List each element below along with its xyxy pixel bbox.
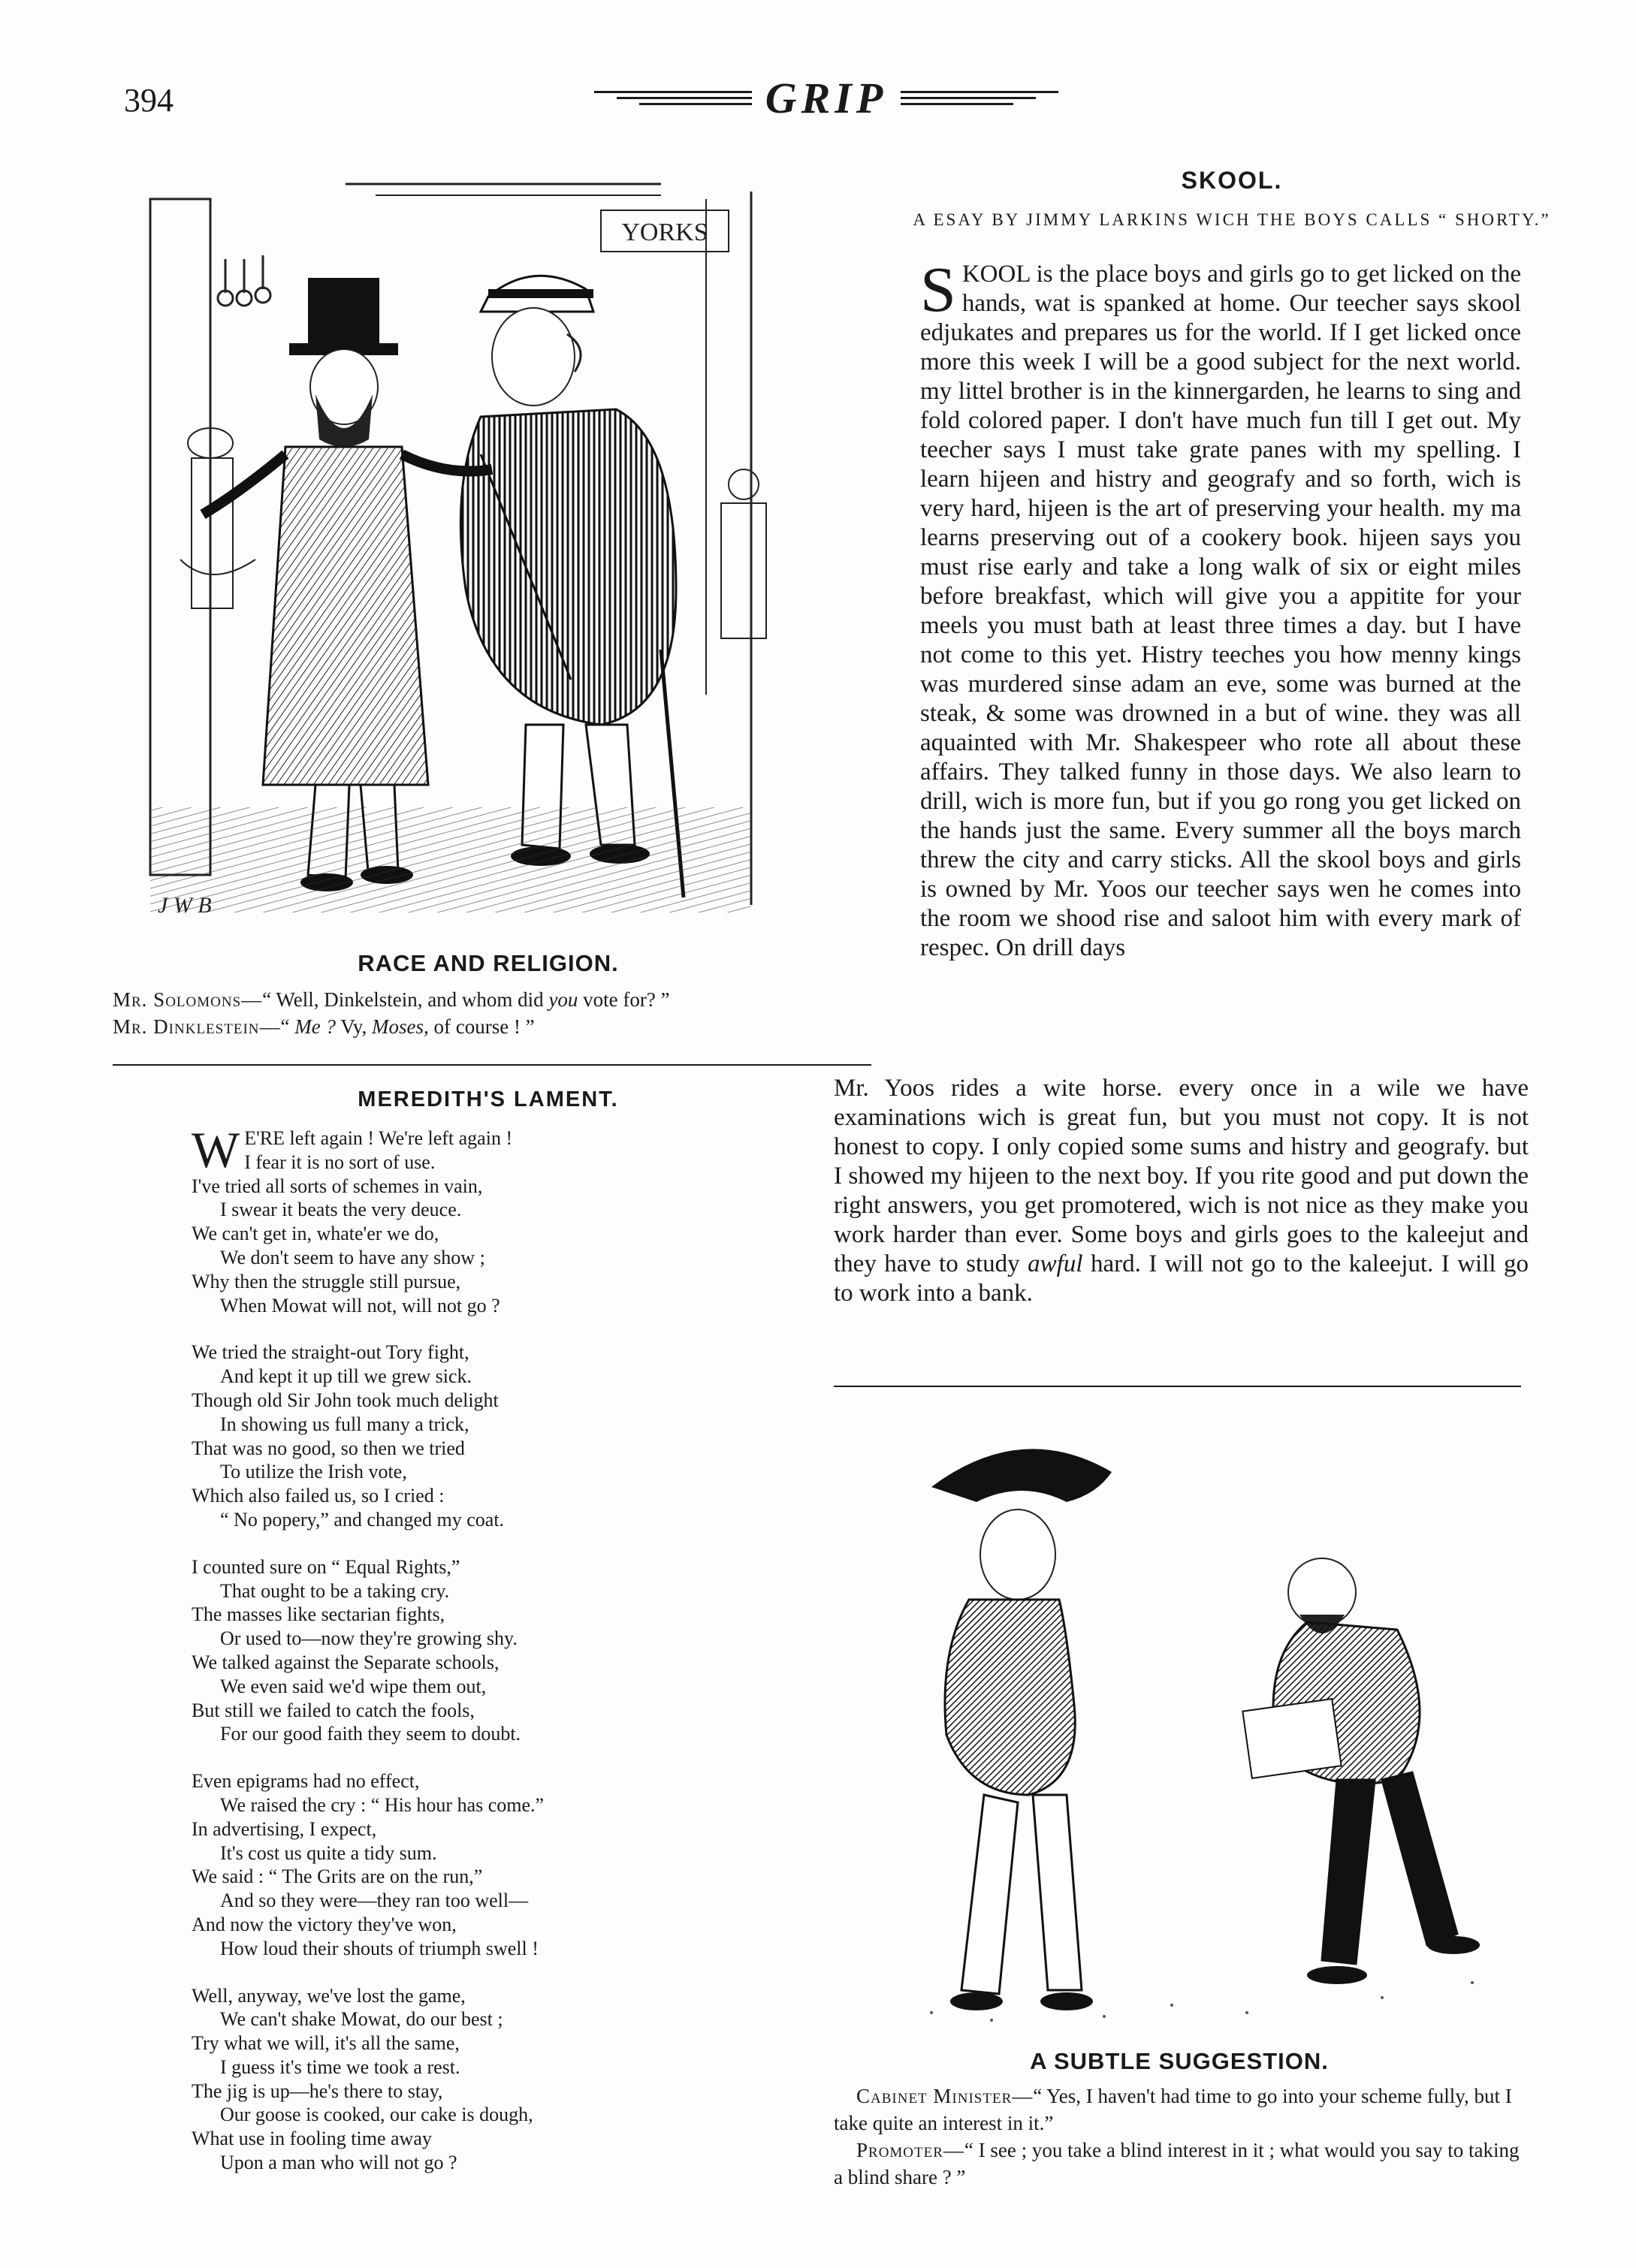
essay-paragraph: KOOL is the place boys and girls go to get licked on the hands, wat is spanked at home. Our teecher says skool edjukates and prepares us for the world. If I get licked once more this week I will be a good subject for the next world. my littel brother is in the kinnergarden, he learns to sing and fold colored paper. I don't have much fun till I get out. My teecher says I must take grate panes with my spelling. I learn hijeen and histry and geografy and so forth, wich is very hard, hijeen is the art of preserving your health. my ma learns preserving out of a cookery book. hijeen says you must rise early and take a long walk of six or eight miles before breakfast, which will give you a appitite for your meels you must bath at least three times a day. but I have not come to this yet. Histry teeches you how menny kings was murdered sinse adam an eve, some was burned at the steak, & some was drowned in a but of wine. they was all aquainted with Mr. Shakespeer who rote all about these affairs. They talked funny in those days. We also learn to drill, wich is more fun, but if you go rong you get licked on the hands just the same. Every summer all the boys march threw the city and carry sticks. All the skool boys and girls is owned by Mr. Yoos our teecher says wen he comes into the room we shood rise and saloot him with every mark of respec. On drill days	[920, 261, 1521, 961]
masthead-rule-right	[901, 91, 1058, 105]
poem-line	[192, 1294, 868, 1318]
dialogue-line	[113, 1013, 871, 1040]
poem-title: MEREDITH'S LAMENT.	[358, 1087, 619, 1111]
poem-line	[192, 1222, 868, 1246]
poem-line	[192, 2127, 868, 2151]
dialogue-text: “	[280, 1015, 295, 1038]
race-and-religion-dialogue	[113, 986, 871, 1040]
poem-line-text: Or used to—now they're growing shy.	[220, 1627, 518, 1650]
poem-line-text: We can't shake Mowat, do our best ;	[220, 2008, 503, 2031]
poem-line	[192, 1984, 868, 2008]
poem-line	[192, 1341, 868, 1365]
poem-line	[192, 1246, 868, 1270]
race-and-religion-illustration	[135, 169, 781, 927]
poem-line-text: We can't get in, whate'er we do,	[192, 1223, 439, 1245]
poem-line-text: The masses like sectarian fights,	[192, 1603, 445, 1626]
poem-line-text: When Mowat will not, will not go ?	[220, 1294, 500, 1316]
poem-line	[192, 1865, 868, 1889]
cabinet-minister-figure	[931, 1449, 1112, 2010]
speaker-name: Promoter—	[856, 2139, 964, 2161]
subtle-suggestion-illustration	[856, 1404, 1510, 2035]
masthead-title: GRIP	[765, 73, 888, 122]
poem-line	[192, 1722, 868, 1746]
poem-line-text: I counted sure on “ Equal Rights,”	[192, 1555, 460, 1578]
essay-title: SKOOL.	[1181, 167, 1283, 194]
poem-line-text: Our goose is cooked, our cake is dough,	[220, 2104, 533, 2126]
poem-line-text: What use in fooling time away	[192, 2128, 432, 2150]
poem-line	[192, 1460, 868, 1484]
page-number: 394	[124, 82, 174, 119]
poem-line	[192, 2031, 868, 2055]
artist-signature: J W B	[158, 893, 212, 918]
poem-line-text: In advertising, I expect,	[192, 1817, 377, 1840]
poem-line	[192, 1413, 868, 1437]
poem-line-text: I fear it is no sort of use.	[244, 1151, 436, 1173]
essay-paragraph: hard. I will not go to the kaleejut. I will go to work into a bank.	[834, 1250, 1529, 1307]
essay-body-continued	[834, 1074, 1529, 1308]
poem-line	[192, 1175, 868, 1199]
poem-line-text: Well, anyway, we've lost the game,	[192, 1984, 466, 2007]
poem-line	[192, 1437, 868, 1461]
poem-line	[192, 1793, 868, 1817]
poem-line	[192, 2103, 868, 2127]
poem-line	[192, 1937, 868, 1961]
poem-line-text: We even said we'd wipe them out,	[220, 1675, 487, 1697]
poem-line	[192, 1270, 868, 1294]
poem-line	[192, 1889, 868, 1913]
dialogue-line	[834, 2083, 1521, 2137]
poem-line-text: We tried the straight-out Tory fight,	[192, 1341, 469, 1364]
poem-line-text: But still we failed to catch the fools,	[192, 1699, 475, 1721]
poem-line-text: Which also failed us, so I cried :	[192, 1485, 445, 1507]
masthead-rule-left	[594, 91, 752, 105]
poem-line-text: “ No popery,” and changed my coat.	[220, 1508, 505, 1531]
poem-line-text: Why then the struggle still pursue,	[192, 1270, 461, 1292]
poem-line	[192, 1579, 868, 1603]
promoter-figure	[1242, 1558, 1480, 1984]
poem-line-text: We said : “ The Grits are on the run,”	[192, 1865, 483, 1888]
dialogue-line	[113, 986, 871, 1013]
poem-line	[192, 2151, 868, 2175]
subtle-suggestion-dialogue	[834, 2083, 1521, 2191]
poem-line	[192, 1198, 868, 1222]
dialogue-text: “ Yes, I haven't had time to go into your scheme fully, but I take quite an interest in it.”	[834, 2085, 1512, 2134]
poem-line-text: Though old Sir John took much delight	[192, 1389, 499, 1411]
poem-line	[192, 1651, 868, 1675]
poem-line	[192, 1603, 868, 1627]
race-and-religion-caption: RACE AND RELIGION.	[358, 950, 619, 976]
poem-stanza	[192, 1341, 868, 1531]
mr-dinkelstein-figure	[460, 276, 684, 897]
poem-line-text: To utilize the Irish vote,	[220, 1461, 407, 1483]
dialogue-emphasis: Moses,	[371, 1015, 429, 1038]
poem-line	[192, 1913, 868, 1937]
speaker-name: Mr. Dinklestein—	[113, 1015, 281, 1038]
poem-line	[192, 1627, 868, 1651]
background-figure-left	[180, 428, 255, 608]
speaker-name: Mr. Solomons—	[113, 988, 263, 1011]
poem-line-text: The jig is up—he's there to stay,	[192, 2080, 443, 2102]
poem-line-text: And so they were—they ran too well—	[220, 1889, 529, 1912]
poem-body	[192, 1121, 868, 2198]
speaker-name: Cabinet Minister—	[856, 2085, 1034, 2107]
essay-body	[920, 253, 1521, 963]
poem-line	[192, 1151, 868, 1175]
poem-dropcap: W	[192, 1121, 240, 1178]
poem-line	[192, 1675, 868, 1699]
poem-stanza	[192, 1984, 868, 2175]
dialogue-emphasis: you	[548, 988, 578, 1011]
poem-line-text: It's cost us quite a tidy sum.	[220, 1841, 437, 1864]
poem-line-text: I've tried all sorts of schemes in vain,	[192, 1175, 483, 1197]
poem-line-text: In showing us full many a trick,	[220, 1413, 469, 1435]
poem-line-text: We talked against the Separate schools,	[192, 1651, 500, 1673]
poem-line-text: We raised the cry : “ His hour has come.”	[220, 1793, 545, 1816]
poem-line-text: E'RE left again ! We're left again !	[244, 1127, 513, 1149]
essay-emphasis: awful	[1028, 1250, 1083, 1277]
dialogue-emphasis: Me ?	[294, 1015, 336, 1038]
poem-line-text: I guess it's time we took a rest.	[220, 2055, 460, 2078]
poem-line-text: Upon a man who will not go ?	[220, 2152, 457, 2174]
poem-line	[192, 1769, 868, 1793]
dialogue-text: of course ! ”	[428, 1015, 535, 1038]
poem-line	[192, 1508, 868, 1532]
poem-line	[192, 1484, 868, 1508]
background-figure-right	[721, 469, 766, 638]
poem-line-text: Even epigrams had no effect,	[192, 1770, 420, 1793]
dialogue-text: Vy,	[335, 1015, 372, 1038]
poem-line-text: That ought to be a taking cry.	[220, 1579, 450, 1602]
poem-line-text: That was no good, so then we tried	[192, 1437, 465, 1459]
dialogue-text: vote for? ”	[578, 988, 670, 1011]
poem-line-text: For our good faith they seem to doubt.	[220, 1723, 521, 1745]
dialogue-line	[834, 2137, 1521, 2191]
poem-line	[192, 2007, 868, 2031]
section-divider	[834, 1386, 1521, 1387]
door-frame-left	[150, 199, 210, 875]
poem-line-text: And kept it up till we grew sick.	[220, 1365, 472, 1388]
masthead	[578, 75, 1074, 120]
essay-paragraph: Mr. Yoos rides a wite horse. every once in a wile we have examinations wich is great fun, but you must not copy. It is not honest to copy. I only copied some sums and histry and geografy. but I showed my hijeen to the next boy. If you rite good and put down the right answers, you get promotered, wich is not nice as they make you work harder than ever. Some boys and girls goes to the kaleejut and they have to study	[834, 1075, 1529, 1277]
poem-line	[192, 1555, 868, 1579]
poem-line	[192, 1365, 868, 1389]
poem-line-text: Try what we will, it's all the same,	[192, 2032, 460, 2055]
poem-line	[192, 2080, 868, 2104]
poem-line	[192, 2055, 868, 2080]
essay-subtitle: A ESAY BY JIMMY LARKINS WICH THE BOYS CALLS “ SHORTY.”	[913, 210, 1551, 229]
dialogue-text: “ Well, Dinkelstein, and whom did	[262, 988, 549, 1011]
poem-stanza	[192, 1555, 868, 1746]
poem-stanza	[192, 1769, 868, 1960]
poem-line	[192, 1817, 868, 1841]
poem-line-text: And now the victory they've won,	[192, 1913, 457, 1935]
poem-line	[192, 1389, 868, 1413]
dialogue-text: “ I see ; you take a blind interest in it ; what would you say to taking a blind share ? ”	[834, 2139, 1520, 2188]
poem-line-text: How loud their shouts of triumph swell !	[220, 1937, 539, 1959]
poem-line	[192, 1841, 868, 1865]
poem-stanza	[192, 1121, 868, 1317]
poem-line	[192, 1699, 868, 1723]
essay-dropcap: S	[920, 253, 956, 325]
section-divider	[113, 1064, 871, 1066]
subtle-suggestion-caption: A SUBTLE SUGGESTION.	[1030, 2048, 1329, 2074]
poem-line-text: We don't seem to have any show ;	[220, 1246, 485, 1268]
poem-line-text: I swear it beats the very deuce.	[220, 1199, 462, 1221]
yorks-sign-text: YORKS	[621, 219, 708, 246]
mr-solomons-figure	[203, 278, 492, 891]
